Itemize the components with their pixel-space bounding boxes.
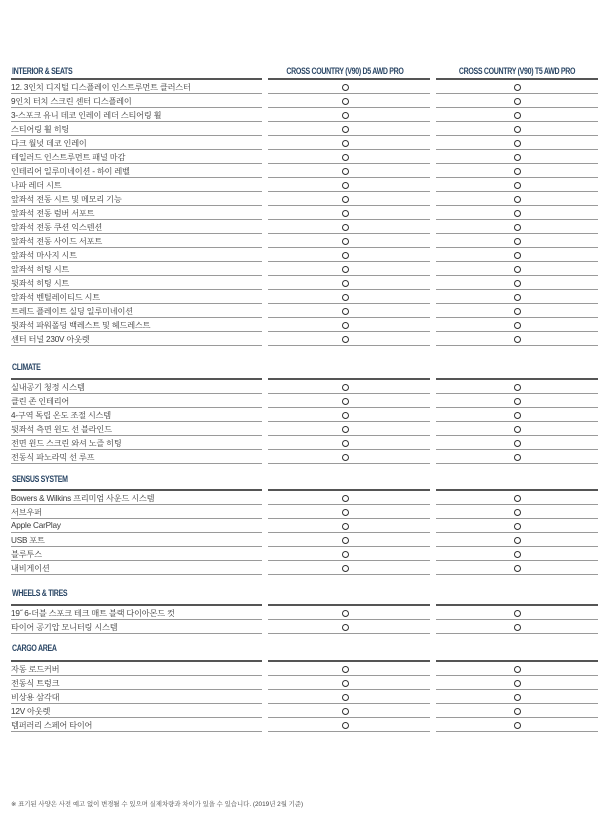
row-divider-2 bbox=[436, 149, 598, 150]
row-divider-2 bbox=[436, 463, 598, 464]
standard-mark-circle bbox=[342, 238, 349, 245]
footnote: ※ 표기된 사양은 사전 예고 없이 변경될 수 있으며 실제차량과 차이가 있을 수 있습니다. (2019년 2월 기준) bbox=[11, 801, 304, 808]
row-divider-0 bbox=[11, 121, 262, 122]
row-divider-1 bbox=[268, 717, 430, 718]
standard-mark-circle bbox=[514, 322, 521, 329]
section-rule-1 bbox=[268, 604, 430, 606]
section-rule-2 bbox=[436, 660, 598, 662]
row-divider-1 bbox=[268, 560, 430, 561]
row-divider-1 bbox=[268, 633, 430, 634]
row-divider-1 bbox=[268, 261, 430, 262]
feature-label: 자동 로드커버 bbox=[11, 665, 60, 674]
section-rule-0 bbox=[11, 78, 262, 80]
row-divider-0 bbox=[11, 317, 262, 318]
section-rule-1 bbox=[268, 378, 430, 380]
standard-mark-circle bbox=[514, 454, 521, 461]
row-divider-2 bbox=[436, 532, 598, 533]
row-divider-1 bbox=[268, 731, 430, 732]
row-divider-2 bbox=[436, 191, 598, 192]
standard-mark-circle bbox=[514, 412, 521, 419]
standard-mark-circle bbox=[342, 666, 349, 673]
row-divider-0 bbox=[11, 731, 262, 732]
row-divider-1 bbox=[268, 191, 430, 192]
feature-label: 서브우퍼 bbox=[11, 508, 42, 517]
feature-label: 앞좌석 마사지 시트 bbox=[11, 251, 77, 260]
row-divider-0 bbox=[11, 219, 262, 220]
row-divider-2 bbox=[436, 163, 598, 164]
row-divider-0 bbox=[11, 546, 262, 547]
feature-label: 19˝ 6-더블 스포크 테크 매트 블랙 다이아몬드 컷 bbox=[11, 609, 175, 618]
feature-label: 앞좌석 전동 럼버 서포트 bbox=[11, 209, 95, 218]
standard-mark-circle bbox=[514, 308, 521, 315]
row-divider-2 bbox=[436, 435, 598, 436]
section-title: CLIMATE bbox=[12, 362, 41, 372]
feature-label: 나파 레더 시트 bbox=[11, 181, 62, 190]
feature-label: 비상용 삼각대 bbox=[11, 693, 60, 702]
row-divider-2 bbox=[436, 546, 598, 547]
row-divider-2 bbox=[436, 247, 598, 248]
feature-label: 테일러드 인스트루먼트 패널 마감 bbox=[11, 153, 126, 162]
section-rule-2 bbox=[436, 604, 598, 606]
standard-mark-circle bbox=[342, 322, 349, 329]
standard-mark-circle bbox=[342, 126, 349, 133]
row-divider-2 bbox=[436, 393, 598, 394]
standard-mark-circle bbox=[342, 252, 349, 259]
row-divider-0 bbox=[11, 504, 262, 505]
standard-mark-circle bbox=[514, 537, 521, 544]
row-divider-0 bbox=[11, 331, 262, 332]
row-divider-0 bbox=[11, 163, 262, 164]
standard-mark-circle bbox=[342, 140, 349, 147]
standard-mark-circle bbox=[342, 610, 349, 617]
standard-mark-circle bbox=[514, 523, 521, 530]
standard-mark-circle bbox=[342, 426, 349, 433]
row-divider-2 bbox=[436, 107, 598, 108]
standard-mark-circle bbox=[342, 112, 349, 119]
row-divider-1 bbox=[268, 345, 430, 346]
row-divider-0 bbox=[11, 675, 262, 676]
feature-label: 뒷좌석 파워폴딩 백레스트 및 헤드레스트 bbox=[11, 321, 151, 330]
row-divider-0 bbox=[11, 247, 262, 248]
standard-mark-circle bbox=[514, 182, 521, 189]
standard-mark-circle bbox=[514, 280, 521, 287]
row-divider-2 bbox=[436, 560, 598, 561]
row-divider-1 bbox=[268, 149, 430, 150]
standard-mark-circle bbox=[342, 523, 349, 530]
standard-mark-circle bbox=[342, 495, 349, 502]
row-divider-1 bbox=[268, 435, 430, 436]
standard-mark-circle bbox=[514, 440, 521, 447]
standard-mark-circle bbox=[514, 610, 521, 617]
row-divider-0 bbox=[11, 574, 262, 575]
feature-label: 클린 존 인테리어 bbox=[11, 397, 70, 406]
standard-mark-circle bbox=[514, 495, 521, 502]
feature-label: 타이어 공기압 모니터링 시스템 bbox=[11, 623, 118, 632]
section-rule-1 bbox=[268, 78, 430, 80]
row-divider-2 bbox=[436, 177, 598, 178]
standard-mark-circle bbox=[514, 238, 521, 245]
standard-mark-circle bbox=[342, 624, 349, 631]
section-rule-0 bbox=[11, 660, 262, 662]
feature-label: USB 포트 bbox=[11, 536, 45, 545]
standard-mark-circle bbox=[342, 210, 349, 217]
feature-label: 뒷좌석 히팅 시트 bbox=[11, 279, 70, 288]
section-rule-0 bbox=[11, 378, 262, 380]
feature-label: 3-스포크 유니 데코 인레이 레더 스티어링 휠 bbox=[11, 111, 162, 120]
standard-mark-circle bbox=[514, 210, 521, 217]
row-divider-0 bbox=[11, 435, 262, 436]
standard-mark-circle bbox=[514, 84, 521, 91]
section-rule-1 bbox=[268, 660, 430, 662]
feature-label: 12V 아웃렛 bbox=[11, 707, 51, 716]
standard-mark-circle bbox=[514, 509, 521, 516]
feature-label: Bowers & Wilkins 프리미엄 사운드 시스템 bbox=[11, 494, 155, 503]
section-rule-1 bbox=[268, 489, 430, 491]
standard-mark-circle bbox=[342, 308, 349, 315]
row-divider-2 bbox=[436, 421, 598, 422]
standard-mark-circle bbox=[342, 722, 349, 729]
standard-mark-circle bbox=[514, 666, 521, 673]
feature-label: 스티어링 휠 히팅 bbox=[11, 125, 70, 134]
section-rule-0 bbox=[11, 604, 262, 606]
row-divider-1 bbox=[268, 407, 430, 408]
row-divider-0 bbox=[11, 560, 262, 561]
standard-mark-circle bbox=[342, 551, 349, 558]
row-divider-2 bbox=[436, 205, 598, 206]
row-divider-1 bbox=[268, 121, 430, 122]
row-divider-0 bbox=[11, 345, 262, 346]
row-divider-1 bbox=[268, 135, 430, 136]
row-divider-2 bbox=[436, 331, 598, 332]
feature-label: 인테리어 일루미네이션 - 하이 레벨 bbox=[11, 167, 130, 176]
standard-mark-circle bbox=[514, 708, 521, 715]
standard-mark-circle bbox=[342, 294, 349, 301]
row-divider-2 bbox=[436, 345, 598, 346]
column-header-d5: CROSS COUNTRY (V90) D5 AWD PRO bbox=[286, 66, 404, 76]
row-divider-0 bbox=[11, 177, 262, 178]
row-divider-2 bbox=[436, 731, 598, 732]
section-rule-2 bbox=[436, 378, 598, 380]
row-divider-0 bbox=[11, 532, 262, 533]
feature-label: 템퍼러리 스페어 타이어 bbox=[11, 721, 93, 730]
standard-mark-circle bbox=[342, 224, 349, 231]
row-divider-1 bbox=[268, 504, 430, 505]
row-divider-0 bbox=[11, 407, 262, 408]
standard-mark-circle bbox=[514, 112, 521, 119]
feature-label: 전동식 파노라믹 선 루프 bbox=[11, 453, 95, 462]
feature-label: 센터 터널 230V 아웃렛 bbox=[11, 335, 90, 344]
standard-mark-circle bbox=[514, 154, 521, 161]
column-header-t5: CROSS COUNTRY (V90) T5 AWD PRO bbox=[458, 66, 576, 76]
standard-mark-circle bbox=[342, 84, 349, 91]
row-divider-1 bbox=[268, 463, 430, 464]
row-divider-0 bbox=[11, 717, 262, 718]
section-title: WHEELS & TIRES bbox=[12, 588, 68, 598]
feature-label: 앞좌석 히팅 시트 bbox=[11, 265, 70, 274]
standard-mark-circle bbox=[514, 126, 521, 133]
row-divider-1 bbox=[268, 331, 430, 332]
standard-mark-circle bbox=[342, 266, 349, 273]
row-divider-1 bbox=[268, 317, 430, 318]
standard-mark-circle bbox=[514, 336, 521, 343]
standard-mark-circle bbox=[342, 708, 349, 715]
feature-label: Apple CarPlay bbox=[11, 521, 61, 530]
feature-label: 뒷좌석 측면 윈도 선 블라인드 bbox=[11, 425, 112, 434]
standard-mark-circle bbox=[342, 537, 349, 544]
section-rule-0 bbox=[11, 489, 262, 491]
standard-mark-circle bbox=[342, 196, 349, 203]
feature-label: 내비게이션 bbox=[11, 564, 50, 573]
section-rule-2 bbox=[436, 78, 598, 80]
row-divider-1 bbox=[268, 233, 430, 234]
standard-mark-circle bbox=[342, 565, 349, 572]
standard-mark-circle bbox=[342, 168, 349, 175]
feature-label: 앞좌석 벤틸레이티드 시트 bbox=[11, 293, 100, 302]
row-divider-1 bbox=[268, 449, 430, 450]
row-divider-1 bbox=[268, 205, 430, 206]
row-divider-1 bbox=[268, 93, 430, 94]
row-divider-1 bbox=[268, 518, 430, 519]
row-divider-2 bbox=[436, 504, 598, 505]
row-divider-0 bbox=[11, 233, 262, 234]
row-divider-0 bbox=[11, 393, 262, 394]
standard-mark-circle bbox=[342, 384, 349, 391]
feature-label: 4-구역 독립 온도 조절 시스템 bbox=[11, 411, 111, 420]
feature-label: 9인치 터치 스크린 센터 디스플레이 bbox=[11, 97, 132, 106]
section-title: SENSUS SYSTEM bbox=[12, 474, 68, 484]
feature-label: 실내공기 청정 시스템 bbox=[11, 383, 85, 392]
section-rule-2 bbox=[436, 489, 598, 491]
row-divider-1 bbox=[268, 532, 430, 533]
row-divider-0 bbox=[11, 518, 262, 519]
row-divider-0 bbox=[11, 449, 262, 450]
standard-mark-circle bbox=[342, 280, 349, 287]
standard-mark-circle bbox=[342, 454, 349, 461]
row-divider-1 bbox=[268, 107, 430, 108]
feature-label: 전동식 트렁크 bbox=[11, 679, 60, 688]
standard-mark-circle bbox=[514, 294, 521, 301]
row-divider-0 bbox=[11, 619, 262, 620]
row-divider-2 bbox=[436, 233, 598, 234]
row-divider-1 bbox=[268, 303, 430, 304]
standard-mark-circle bbox=[342, 98, 349, 105]
standard-mark-circle bbox=[342, 680, 349, 687]
row-divider-0 bbox=[11, 703, 262, 704]
standard-mark-circle bbox=[342, 398, 349, 405]
standard-mark-circle bbox=[514, 680, 521, 687]
row-divider-1 bbox=[268, 675, 430, 676]
row-divider-1 bbox=[268, 163, 430, 164]
row-divider-2 bbox=[436, 407, 598, 408]
row-divider-2 bbox=[436, 303, 598, 304]
feature-label: 블루투스 bbox=[11, 550, 42, 559]
row-divider-0 bbox=[11, 93, 262, 94]
row-divider-2 bbox=[436, 93, 598, 94]
row-divider-0 bbox=[11, 275, 262, 276]
feature-label: 전면 윈드 스크린 와셔 노즐 히팅 bbox=[11, 439, 122, 448]
row-divider-2 bbox=[436, 135, 598, 136]
feature-label: 앞좌석 전동 쿠션 익스텐션 bbox=[11, 223, 103, 232]
standard-mark-circle bbox=[342, 336, 349, 343]
row-divider-1 bbox=[268, 574, 430, 575]
row-divider-1 bbox=[268, 275, 430, 276]
row-divider-1 bbox=[268, 177, 430, 178]
row-divider-2 bbox=[436, 289, 598, 290]
row-divider-0 bbox=[11, 191, 262, 192]
row-divider-2 bbox=[436, 219, 598, 220]
row-divider-0 bbox=[11, 421, 262, 422]
feature-label: 다크 월넛 데코 인레이 bbox=[11, 139, 87, 148]
row-divider-0 bbox=[11, 205, 262, 206]
row-divider-2 bbox=[436, 633, 598, 634]
row-divider-2 bbox=[436, 261, 598, 262]
standard-mark-circle bbox=[342, 182, 349, 189]
row-divider-2 bbox=[436, 703, 598, 704]
feature-label: 앞좌석 전동 시트 및 메모리 기능 bbox=[11, 195, 122, 204]
row-divider-0 bbox=[11, 261, 262, 262]
row-divider-1 bbox=[268, 247, 430, 248]
row-divider-0 bbox=[11, 289, 262, 290]
row-divider-0 bbox=[11, 149, 262, 150]
standard-mark-circle bbox=[514, 252, 521, 259]
row-divider-2 bbox=[436, 717, 598, 718]
row-divider-2 bbox=[436, 619, 598, 620]
row-divider-2 bbox=[436, 518, 598, 519]
standard-mark-circle bbox=[514, 168, 521, 175]
standard-mark-circle bbox=[514, 266, 521, 273]
feature-label: 트레드 플레이트 실딩 일루미네이션 bbox=[11, 307, 133, 316]
standard-mark-circle bbox=[514, 565, 521, 572]
row-divider-0 bbox=[11, 135, 262, 136]
row-divider-2 bbox=[436, 275, 598, 276]
standard-mark-circle bbox=[514, 551, 521, 558]
feature-label: 12. 3인치 디지털 디스플레이 인스트루먼트 클러스터 bbox=[11, 83, 191, 92]
standard-mark-circle bbox=[514, 398, 521, 405]
row-divider-2 bbox=[436, 121, 598, 122]
row-divider-0 bbox=[11, 107, 262, 108]
row-divider-1 bbox=[268, 289, 430, 290]
standard-mark-circle bbox=[342, 694, 349, 701]
row-divider-1 bbox=[268, 546, 430, 547]
standard-mark-circle bbox=[342, 440, 349, 447]
row-divider-2 bbox=[436, 689, 598, 690]
row-divider-2 bbox=[436, 449, 598, 450]
standard-mark-circle bbox=[342, 509, 349, 516]
section-title: INTERIOR & SEATS bbox=[12, 66, 73, 76]
row-divider-0 bbox=[11, 303, 262, 304]
row-divider-2 bbox=[436, 675, 598, 676]
row-divider-1 bbox=[268, 619, 430, 620]
standard-mark-circle bbox=[514, 694, 521, 701]
standard-mark-circle bbox=[514, 426, 521, 433]
standard-mark-circle bbox=[514, 624, 521, 631]
row-divider-0 bbox=[11, 463, 262, 464]
row-divider-1 bbox=[268, 219, 430, 220]
row-divider-2 bbox=[436, 574, 598, 575]
row-divider-1 bbox=[268, 703, 430, 704]
row-divider-2 bbox=[436, 317, 598, 318]
section-title: CARGO AREA bbox=[12, 643, 57, 653]
standard-mark-circle bbox=[342, 412, 349, 419]
standard-mark-circle bbox=[342, 154, 349, 161]
row-divider-0 bbox=[11, 633, 262, 634]
standard-mark-circle bbox=[514, 224, 521, 231]
standard-mark-circle bbox=[514, 98, 521, 105]
row-divider-1 bbox=[268, 689, 430, 690]
standard-mark-circle bbox=[514, 140, 521, 147]
standard-mark-circle bbox=[514, 196, 521, 203]
row-divider-0 bbox=[11, 689, 262, 690]
row-divider-1 bbox=[268, 421, 430, 422]
row-divider-1 bbox=[268, 393, 430, 394]
standard-mark-circle bbox=[514, 384, 521, 391]
standard-mark-circle bbox=[514, 722, 521, 729]
feature-label: 앞좌석 전동 사이드 서포트 bbox=[11, 237, 103, 246]
